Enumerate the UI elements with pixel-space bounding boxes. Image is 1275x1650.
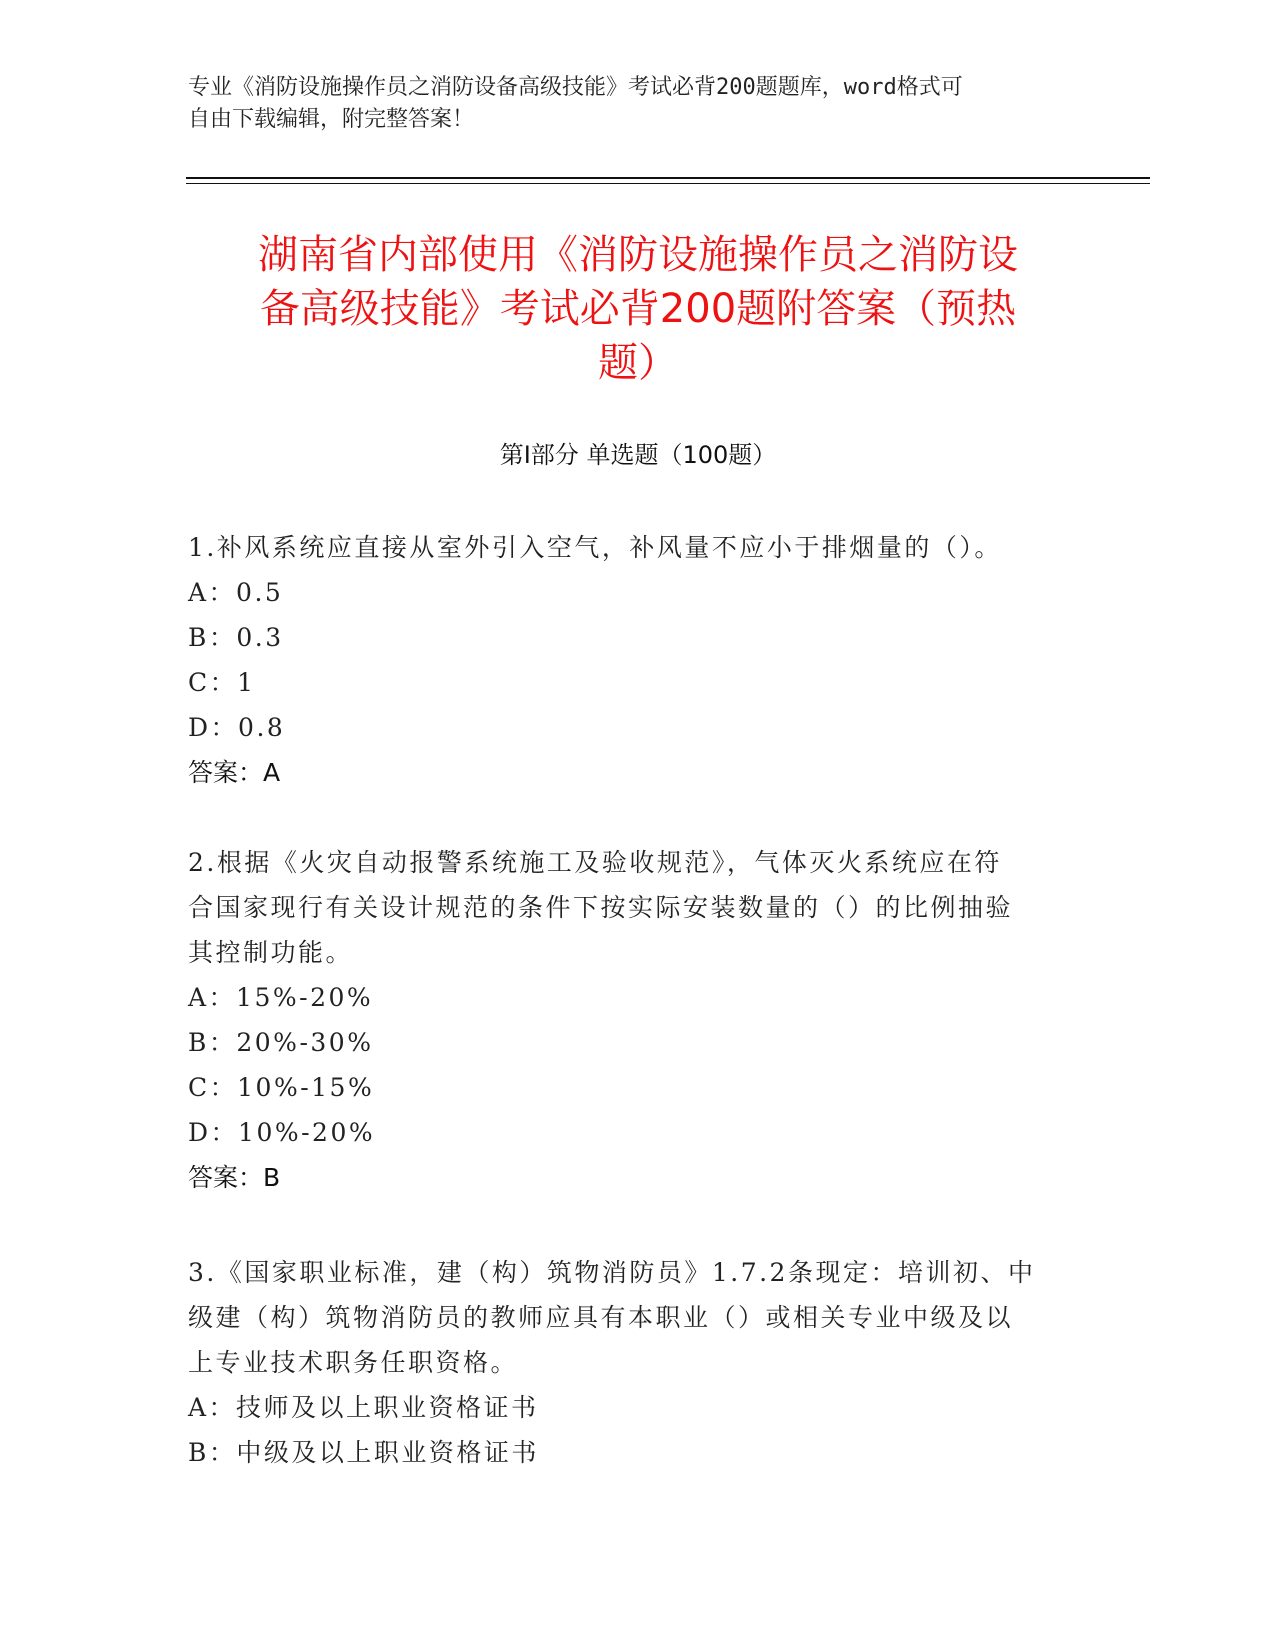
option-a: A：技师及以上职业资格证书 xyxy=(188,1393,539,1422)
option-a: A：15%-20% xyxy=(188,983,374,1012)
option-d: D：0.8 xyxy=(188,713,286,742)
question-text: 1.补风系统应直接从室外引入空气，补风量不应小于排烟量的（）。 xyxy=(188,533,1002,562)
answer: 答案：B xyxy=(188,1163,281,1192)
header-note-line: 专业《消防设施操作员之消防设备高级技能》考试必背200题题库，word格式可 xyxy=(188,75,963,100)
question-text: 3.《国家职业标准，建（构）筑物消防员》1.7.2条现定：培训初、中 xyxy=(188,1258,1036,1287)
option-d: D：10%-20% xyxy=(188,1118,376,1147)
header-note xyxy=(188,72,1088,136)
header-divider-thick xyxy=(186,177,1150,179)
question-text: 2.根据《火灾自动报警系统施工及验收规范》，气体灭火系统应在符 xyxy=(188,848,1002,877)
question-text: 级建（构）筑物消防员的教师应具有本职业（）或相关专业中级及以 xyxy=(188,1303,1014,1332)
header-note-line: 自由下载编辑，附完整答案！ xyxy=(188,107,475,132)
header-divider-thin xyxy=(186,183,1150,184)
answer: 答案：A xyxy=(188,758,281,787)
document-title-line: 湖南省内部使用《消防设施操作员之消防设 xyxy=(258,232,1018,278)
question-text: 合国家现行有关设计规范的条件下按实际安装数量的（）的比例抽验 xyxy=(188,893,1014,922)
question-3 xyxy=(188,1250,1088,1475)
option-b: B：20%-30% xyxy=(188,1028,374,1057)
option-c: C：1 xyxy=(188,668,256,697)
option-b: B：0.3 xyxy=(188,623,284,652)
option-a: A：0.5 xyxy=(188,578,284,607)
section-title: 第I部分 单选题（100题） xyxy=(499,441,777,469)
question-2 xyxy=(188,840,1088,1200)
question-1 xyxy=(188,525,1088,795)
option-c: C：10%-15% xyxy=(188,1073,375,1102)
document-title-line: 题） xyxy=(598,340,678,386)
document-title xyxy=(188,228,1088,390)
question-text: 其控制功能。 xyxy=(188,938,354,967)
option-b: B：中级及以上职业资格证书 xyxy=(188,1438,539,1467)
document-title-line: 备高级技能》考试必背200题附答案（预热 xyxy=(259,286,1017,332)
question-text: 上专业技术职务任职资格。 xyxy=(188,1348,519,1377)
